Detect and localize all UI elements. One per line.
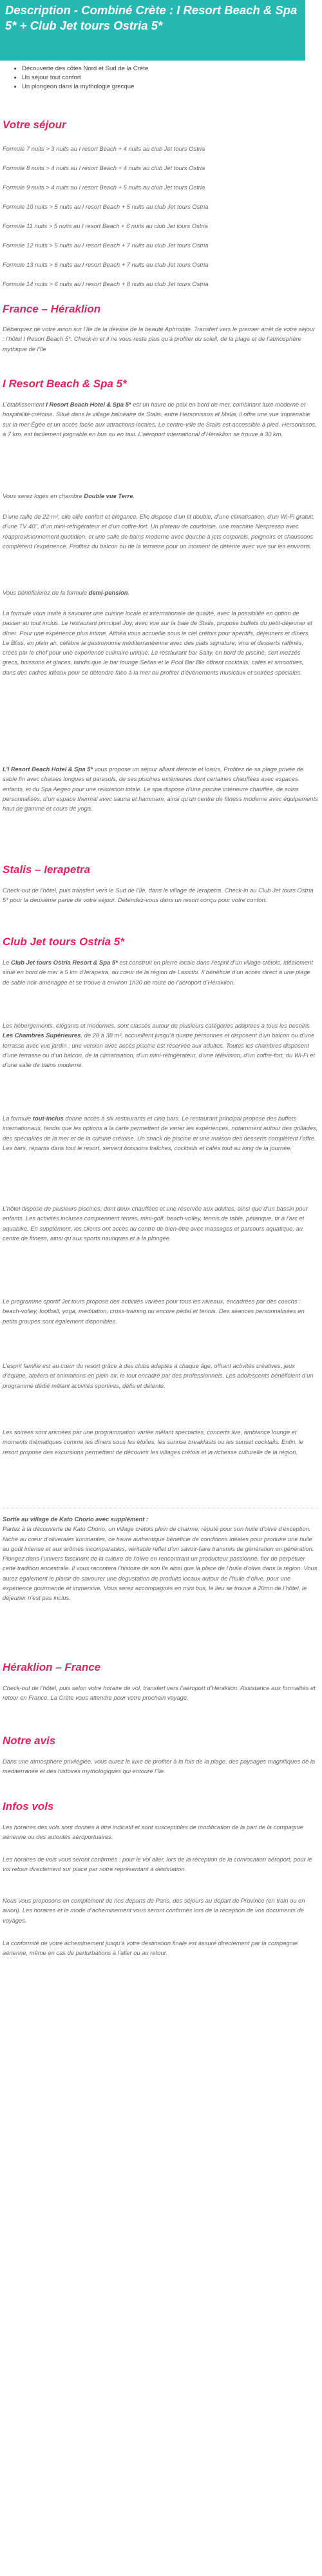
paragraph (3, 1021, 318, 1070)
excursion-text: Partez à la découverte de Kato Chorio, un village crétois plein de charme, réputé pour son huile d’olive d’exception. Niché au cœur d’oliveraies luxuriantes, ce havre authentique bénéficie de conditions idéales pour produire une huile au goût intense et aux arômes incomparables, véritable reflet d’un savoir-faire transmis de génération en génération. Plongez dans l’univers fascinant de la culture de l’olive en rencontrant un producteur passionné, fier de perpétuer cette tradition ancestrale. Il vous racontera l’histoire de son île ainsi que la place de l’huile d’olive dans la région. Vous aurez également le plaisir de savourer une dégustation de produits locaux autour de l’huile d’olive, pour une expérience gourmande et immersive. Vous serez accompagnés en mini bus, le lieu se trouve à 20mn de l’hôtel, le déjeuner n’est pas inclus. (3, 1525, 317, 1602)
text-fragment: vous propose un séjour alliant détente et loisirs. Profitez de sa plage privée de sable fin avec chaises longues et parasols, de ses piscines extérieures dont certaines chauffées avec espaces enfants, et du Spa Aegeo pour une relaxation totale. Le spa dispose d’une piscine intérieure chauffée, de soins personnalisés, d’un espace thermal avec sauna et hammam, ainsi qu’un centre de fitness moderne avec équipements haut de gamme et cours de yoga. (3, 765, 318, 812)
text-fragment: Les hébergements, élégants et modernes, sont classés autour de plusieurs catégories adaptées à tous les besoins. (3, 1022, 312, 1029)
text-fragment: . (128, 589, 130, 596)
intro-list (0, 64, 322, 91)
paragraph (3, 399, 318, 439)
section-heading-i-resort: I Resort Beach & Spa 5* (3, 378, 127, 390)
paragraph (3, 491, 318, 501)
hotel-name: L’I Resort Beach Hotel & Spa 5* (3, 765, 93, 773)
paragraph: L’hôtel dispose de plusieurs piscines, dont deux chauffées et une réservée aux adultes, ainsi que d’un bassin pour enfants. Les activités incluses comprennent tennis, mini-golf, beach-volley, tennis de table, pétanque, tir à l’arc et aquabike. En supplément, les clients ont accès au centre de bien-être avec massages et parcours aquatique, au centre de fitness, ainsi qu’aux sports nautiques et à la plongée. (3, 1205, 308, 1242)
paragraph: Les horaires de vols vous seront confirmés : pour le vol aller, lors de la réception de la convocation aéroport, pour le vol retour directement sur place par notre représentant à destination. (3, 1856, 312, 1873)
text-fragment: La formule (3, 1115, 33, 1122)
section-heading-infos-vols: Infos vols (3, 1800, 54, 1812)
text-fragment: est un havre de paix en bord de mer, combinant luxe moderne et hospitalité crétoise. Situé dans le village balnéaire de Stalis, entre Hersonissos et Malia, il offre une vue imprenable sur la mer Égée et un accès facile aux attractions locales. Le centre-ville de Stalis est accessible à pied. Hersonissos, à 7 km, est facilement joignable en bus ou en taxi. L’aéroport international d’Héraklion se trouve à 30 km. (3, 401, 317, 437)
formula-line: Formule 11 nuits > 5 nuits au I resort Beach + 6 nuits au club Jet tours Ostria (3, 222, 208, 229)
formula-line: Formule 9 nuits > 4 nuits au I resort Beach + 5 nuits au club Jet tours Ostria (3, 184, 205, 191)
paragraph: Le programme sportif Jet tours propose des activités variées pour tous les niveaux, encadrées par des coachs : beach-volley, football, yoga, méditation, cross-training ou encore pédal et tennis. Des séances personnalisées en petits groupes sont également disponibles. (3, 1298, 305, 1325)
section-heading-stalis: Stalis – Ierapetra (3, 863, 91, 876)
text-fragment: , de 28 à 38 m², accueillent jusqu’à quatre personnes et disposent d’un balcon ou d’une terrasse avec vue jardin ; une version avec accès piscine est réservée aux adultes. Toutes les chambres disposent d’une terrasse ou d’un balcon, de la climatisation, d’un mini-réfrigérateur, d’une télévision, d’un coffre-fort, du Wi-Fi et d’une salle de bains moderne. (3, 1032, 316, 1069)
hotel-name: Club Jet tours Ostria Resort & Spa 5* (11, 959, 118, 966)
formula-line: Formule 7 nuits > 3 nuits au I resort Beach + 4 nuits au club Jet tours Ostria (3, 145, 205, 152)
paragraph: Check-out de l’hôtel, puis transfert vers le Sud de l’île, dans le village de Ierapetra. Check-in au Club Jet tours Ostria 5* pour la deuxième partie de votre séjour. Détendez-vous dans un resort conçu pour votre confort. (3, 887, 314, 904)
paragraph: Check-out de l’hôtel, puis selon votre horaire de vol, transfert vers l’aéroport d’Héraklion. Assistance aux formalités et retour en France. La Crète vous attendre pour votre prochain voyage. (3, 1684, 316, 1702)
paragraph: D’une taille de 22 m², elle allie confort et élégance. Elle dispose d’un lit double, d’une climatisation, d’un Wi-Fi gratuit, d’une TV 40'', d’un mini-réfrigérateur et d’un coffre-fort. Un plateau de courtoisie, une machine Nespresso avec réapprovisionnement quotidien, et une salle de bains moderne avec douche à jets corporels, peignoirs et chaussons complètent l’expérience. Profitez du balcon ou de la terrasse pour un moment de détente avec vue sur les environs. (3, 513, 315, 550)
room-type: Double vue Terre (84, 492, 133, 499)
intro-bullet: • Un plongeon dans la mythologie grecque (22, 82, 322, 91)
formula-line: Formule 12 nuits > 5 nuits au I resort Beach + 7 nuits au club Jet tours Ostria (3, 242, 209, 249)
paragraph: Les soirées sont animées par une programmation variée mêlant spectacles, concerts live, ambiance lounge et moments thématiques comme les dîners sous les étoiles, les sunrise breakfasts ou les sunset cocktails. Enfin, le resort propose des excursions permettant de découvrir les villages crétois et la richesse culturelle de la région. (3, 1428, 303, 1456)
paragraph: Dans une atmosphère privilégiée, vous aurez le luxe de profiter à la fois de la plage, des paysages magnifiques de la méditerranée et des histoires mythologiques qui entoure l’île. (3, 1758, 316, 1775)
excursion-block (3, 1514, 318, 1603)
paragraph (3, 764, 318, 813)
text-fragment: est construit en pierre locale dans l’esprit d’un village crétois, idéalement situé en bord de mer à 5 km d’Ierapetra, au cœur de la région de Lassithi. Il bénéficie d’un accès direct à une plage de sable noir aménagée et se trouve à environ 1h30 de route de l’aéroport d’Héraklion. (3, 959, 314, 986)
formula-line: Formule 14 nuits > 6 nuits au I resort Beach + 8 nuits au club Jet tours Ostria (3, 280, 209, 287)
paragraph: La formule vous invite à savourer une cuisine locale et internationale de qualité, avec la possibilité en option de passer au tout inclus. Le restaurant principal Joy, avec vue sur la baie de Stalis, propose buffets du petit-déjeuner et dîner. Pour une expérience plus intime, Althéa vous accueille sous le ciel crétois pour apéritifs, déjeuners et dîners. Le Bliss, en plein air, célèbre la gastronomie méditerranéenne avec des plats signature, vins et desserts raffinés, créés par le chef pour une expérience culinaire unique. Le restaurant bar Salty, en bord de piscine, sert mezzés grecs, boissons et glaces, tandis que le bar lounge Selias et le Pool Bar Ble offrent cocktails, cafés et smoothies, dans des cadres idéaux pour se détendre face à la mer ou profiter d’événements musicaux et soirées spéciales. (3, 610, 312, 676)
text-fragment: Vous serez logés en chambre (3, 492, 84, 499)
text-fragment: donne accès à six restaurants et cinq bars. Le restaurant principal propose des buffets internationaux, tandis que les options à la carte permettent de varier les expériences, notamment autour des grillades, des spécialités de la mer et de la cuisine crétoise. Un snack de piscine et une maison des desserts complètent l’offre. Les bars, répartis dans tout le resort, servent boissons fraîches, cocktails et cafés tout au long de la journée. (3, 1115, 318, 1151)
paragraph: Débarquez de votre avion sur l’île de la déesse de la beauté Aphrodite. Transfert vers le premier arrêt de votre séjour : l’hôtel I Resort Beach 5*. Check-in et il ne vous reste plus qu’à profiter du soleil, de la plage et de l’atmosphère mythique de l’île (3, 325, 316, 352)
formula-line: Formule 10 nuits > 5 nuits au I resort Beach + 5 nuits au club Jet tours Ostria (3, 203, 209, 210)
room-type: Les Chambres Supérieures (3, 1032, 81, 1039)
paragraph: Nous vous proposons en complément de nos départs de Paris, des séjours au départ de Province (en train ou en avion). Les horaires et le mode d’acheminement vous seront confirmés lors de la réception de vos documents de voyages. (3, 1897, 305, 1924)
text-fragment: Vous bénéficierez de la formule (3, 589, 89, 596)
page-title: Description - Combiné Crète : I Resort Beach & Spa 5* + Club Jet tours Ostria 5* (0, 0, 305, 61)
text-fragment: L’établissement (3, 401, 46, 408)
section-heading-france-heraklion: France – Héraklion (3, 303, 101, 315)
paragraph (3, 957, 318, 987)
section-heading-ostria: Club Jet tours Ostria 5* (3, 936, 124, 948)
formula-line: Formule 8 nuits > 4 nuits au I resort Beach + 4 nuits au club Jet tours Ostria (3, 164, 205, 171)
section-heading-heraklion-france: Héraklion – France (3, 1661, 101, 1673)
hotel-name: I Resort Beach Hotel & Spa 5* (46, 401, 131, 408)
paragraph (3, 1113, 318, 1153)
section-heading-sejour: Votre séjour (3, 119, 66, 131)
intro-bullet: • Découverte des côtes Nord et Sud de la Crète (22, 64, 322, 73)
paragraph: Les horaires des vols sont donnés à titre indicatif et sont susceptibles de modification de la part de la compagnie aérienne ou des autorités aéroportuaires. (3, 1823, 303, 1841)
text-fragment: Le (3, 959, 12, 966)
paragraph: L’esprit famille est au cœur du resort grâce à des clubs adaptés à chaque âge, offrant activités créatives, jeux d’équipe, ateliers et animations en plein air, le tout encadré par des professionnels. Les adolescents bénéficient d’un programme dédié mêlant activités sportives, défis et détente. (3, 1362, 314, 1389)
intro-bullet: • Un séjour tout confort (22, 73, 322, 82)
board-type: demi-pension (88, 589, 128, 596)
paragraph: La conformité de votre acheminement jusqu’à votre destination finale est assuré directement par la compagnie aérienne, même en cas de perturbations à l’aller ou au retour. (3, 1939, 298, 1957)
paragraph (3, 588, 318, 597)
section-heading-avis: Notre avis (3, 1735, 56, 1747)
formula-line: Formule 13 nuits > 6 nuits au I resort Beach + 7 nuits au club Jet tours Ostria (3, 261, 209, 268)
excursion-title: Sortie au village de Kato Chorio avec supplément : (3, 1515, 149, 1523)
board-type: tout-inclus (32, 1115, 64, 1122)
text-fragment: . (133, 492, 135, 499)
